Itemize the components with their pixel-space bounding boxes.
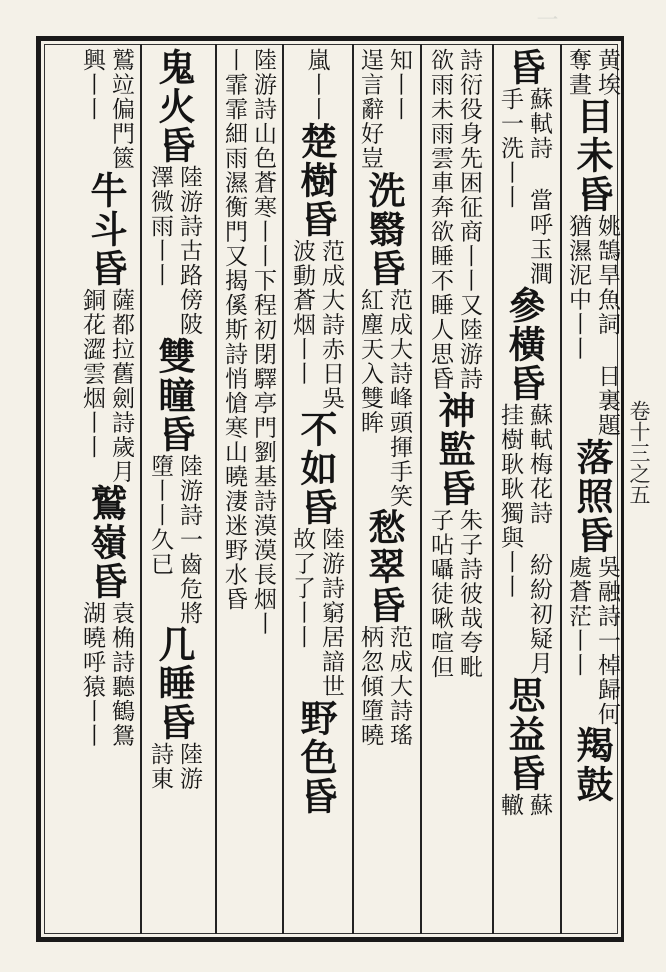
annotation-line: 蘇軾梅花詩 紛紛初疑月 xyxy=(526,403,552,676)
annotation-line: 陸游詩山色蒼寒丨丨下程初閉驛亭門劉基詩漠漠長烟丨 xyxy=(250,48,276,636)
column-rule xyxy=(215,44,217,934)
annotation-line: 朱子詩彼哉夸毗 xyxy=(456,508,482,680)
annotation-block xyxy=(287,527,345,699)
column-rule xyxy=(420,44,422,934)
heading-term: 牛斗昏 xyxy=(84,170,128,288)
annotation-line: 蘇軾詩 當呼玉澗 xyxy=(526,87,552,286)
annotation-line: 墮丨丨久已 xyxy=(147,453,173,576)
text-column xyxy=(218,48,278,928)
heading-term: 鷲嶺昏 xyxy=(84,483,128,601)
annotation-block xyxy=(287,239,345,411)
heading-term: 羯鼓 xyxy=(570,726,614,804)
annotation-line: 范成大詩峰頭揮手笑 xyxy=(386,287,412,508)
heading-term: 不如昏 xyxy=(294,410,338,527)
annotation-block xyxy=(145,165,203,337)
annotation-block xyxy=(145,454,203,626)
annotation-line: 袁桷詩聽鶴鴛 xyxy=(108,600,134,748)
heading-term: 洗翳昏 xyxy=(362,170,406,288)
annotation-line: 處蒼茫丨丨 xyxy=(565,554,591,677)
annotation-line: 波動蒼烟丨丨 xyxy=(289,238,315,386)
annotation-line: 陸游詩窮居諳世 xyxy=(318,527,344,699)
annotation-block xyxy=(425,48,483,391)
annotation-line: 子呫囁徒啾喧但 xyxy=(427,508,453,680)
annotation-block xyxy=(77,48,135,171)
annotation-line: 陸游詩一齒危將 xyxy=(176,453,202,625)
annotation-line: 范成大詩瑤 xyxy=(386,625,412,748)
annotation-line: 柄忽傾墮曉 xyxy=(357,625,383,748)
text-column xyxy=(424,48,484,928)
annotation-line: 陸游 xyxy=(176,742,202,791)
annotation-line: 手一洗丨丨 xyxy=(497,87,523,210)
annotation-block xyxy=(302,48,331,122)
heading-term: 野色昏 xyxy=(294,698,338,816)
annotation-block xyxy=(563,214,621,438)
text-column xyxy=(494,48,554,928)
annotation-block xyxy=(77,288,135,484)
annotation-block xyxy=(495,87,553,286)
heading-term: 几睡昏 xyxy=(152,625,196,742)
annotation-line: 奪晝 xyxy=(565,48,591,97)
text-column xyxy=(562,48,622,928)
heading-term: 楚樹昏 xyxy=(294,121,338,239)
heading-term: 昏 xyxy=(502,48,546,87)
annotation-block xyxy=(425,508,483,680)
annotation-line: 姚鵠旱魚詞 日裏題 xyxy=(594,214,620,438)
text-column xyxy=(286,48,346,928)
annotation-block xyxy=(355,288,413,509)
annotation-block xyxy=(355,48,413,171)
annotation-block xyxy=(563,555,621,727)
annotation-line: 薩都拉舊劍詩歲月 xyxy=(108,287,134,484)
annotation-line: 故了了丨丨 xyxy=(289,527,315,650)
annotation-line: 逞言辭好豈 xyxy=(357,48,383,171)
annotation-block xyxy=(495,793,553,818)
annotation-line: 嵐丨丨 xyxy=(303,48,330,122)
annotation-line: 銅花澀雲烟丨丨 xyxy=(79,287,105,459)
annotation-line: 丨霏霏細雨濕衡門又揭傒斯詩悄愴寒山曉淒迷野水昏 xyxy=(221,48,247,612)
annotation-line: 吳融詩一棹歸何 xyxy=(594,554,620,726)
annotation-line: 知丨丨 xyxy=(386,48,412,122)
annotation-line: 黄埃 xyxy=(594,48,620,97)
heading-term: 參橫昏 xyxy=(502,286,546,403)
annotation-line: 澤微雨丨丨 xyxy=(147,165,173,288)
text-column xyxy=(144,48,204,928)
text-column xyxy=(354,48,414,928)
heading-term: 目未昏 xyxy=(570,97,614,214)
bleed-through: 一 xyxy=(533,8,558,30)
annotation-block xyxy=(219,48,277,636)
annotation-line: 欲雨未雨雲車奔欲睡不睡人思昏 xyxy=(427,48,453,391)
volume-label: 卷十三之五 xyxy=(627,400,651,505)
column-rule xyxy=(140,44,142,934)
annotation-line: 范成大詩赤日吳 xyxy=(318,238,344,410)
column-rule xyxy=(282,44,284,934)
annotation-line: 鷲竝偏門篋 xyxy=(108,48,134,171)
annotation-line: 猶濕泥中丨丨 xyxy=(565,214,591,361)
heading-term: 神監昏 xyxy=(432,391,476,508)
heading-term: 落照昏 xyxy=(570,437,614,555)
annotation-line: 蘇 xyxy=(526,792,552,817)
annotation-line: 興丨丨 xyxy=(79,48,105,122)
heading-term: 思益昏 xyxy=(502,675,546,793)
annotation-line: 詩衍役身先困征商丨丨又陸游詩 xyxy=(456,48,482,391)
annotation-line: 紅塵天入雙眸 xyxy=(357,287,383,435)
text-column xyxy=(76,48,136,928)
heading-term: 雙瞳昏 xyxy=(152,336,196,454)
heading-term: 鬼火昏 xyxy=(152,48,196,165)
annotation-block xyxy=(495,403,553,676)
annotation-line: 詩東 xyxy=(147,742,173,791)
annotation-block xyxy=(355,625,413,748)
annotation-block xyxy=(563,48,621,97)
heading-term: 愁翠昏 xyxy=(362,508,406,625)
margin-rule xyxy=(622,36,624,942)
annotation-line: 湖曉呼猿丨丨 xyxy=(79,600,105,748)
annotation-line: 陸游詩古路傍陂 xyxy=(176,165,202,337)
annotation-line: 挂樹耿耿獨與丨丨 xyxy=(497,403,523,599)
annotation-block xyxy=(145,742,203,791)
annotation-block xyxy=(77,601,135,748)
annotation-line: 轍 xyxy=(497,792,523,817)
